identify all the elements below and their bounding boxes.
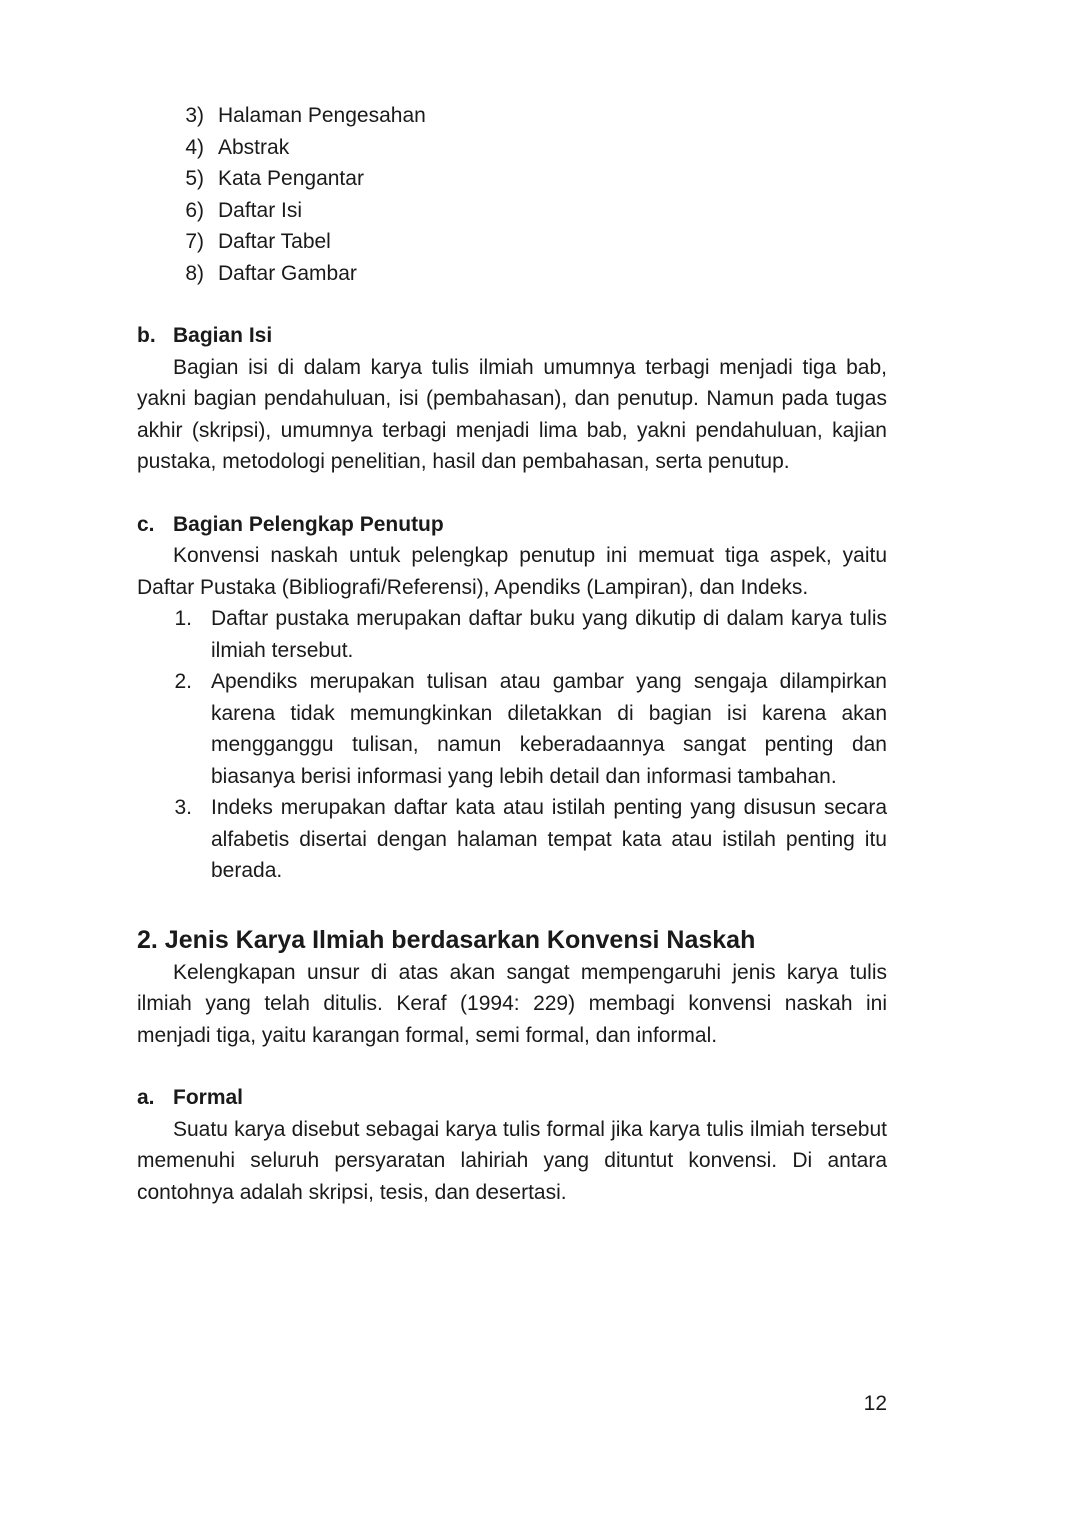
- section-c-paragraph: Konvensi naskah untuk pelengkap penutup ini memuat tiga aspek, yaitu Daftar Pustaka (Bibliografi/Referensi), Apendiks (Lampiran), dan Indeks.: [137, 544, 887, 599]
- list-number: 5): [185, 167, 204, 190]
- list-item: [137, 163, 887, 195]
- list-number: 7): [185, 230, 204, 253]
- section-2-heading: 2. Jenis Karya Ilmiah berdasarkan Konvensi Naskah: [137, 925, 756, 954]
- section-c-list: [137, 603, 887, 887]
- section-a-paragraph: Suatu karya disebut sebagai karya tulis formal jika karya tulis ilmiah tersebut memenuhi seluruh persyaratan lahiriah yang dituntut konvensi. Di antara contohnya adalah skripsi, tesis, dan desertasi.: [137, 1117, 887, 1204]
- list-number: 2.: [174, 670, 192, 693]
- section-c-heading: [137, 509, 887, 541]
- list-text: Daftar Tabel: [218, 230, 331, 253]
- section-2-paragraph: Kelengkapan unsur di atas akan sangat mempengaruhi jenis karya tulis ilmiah yang telah ditulis. Keraf (1994: 229) membagi konvensi naskah ini menjadi tiga, yaitu karangan formal, semi formal, dan informal.: [137, 960, 887, 1047]
- list-text: Daftar Isi: [218, 198, 303, 222]
- page-number: 12: [863, 1392, 887, 1415]
- list-number: 6): [185, 198, 204, 222]
- section-title: Formal: [173, 1086, 244, 1109]
- front-matter-list: [137, 100, 887, 289]
- list-item: [137, 258, 887, 290]
- list-text: Indeks merupakan daftar kata atau istilah penting yang disusun secara alfabetis disertai dengan halaman tempat kata atau istilah penting itu berada.: [211, 796, 887, 882]
- section-marker: b.: [137, 324, 156, 347]
- section-b-heading: [137, 320, 887, 352]
- list-item: [137, 666, 887, 792]
- document-body: [137, 100, 887, 1208]
- list-text: Kata Pengantar: [218, 167, 364, 190]
- list-number: 4): [185, 135, 204, 159]
- list-text: Daftar Gambar: [218, 261, 357, 285]
- list-item: [137, 603, 887, 666]
- list-item: [137, 195, 887, 227]
- section-a-heading: [137, 1082, 887, 1114]
- section-title: Bagian Isi: [173, 324, 273, 347]
- list-item: [137, 132, 887, 164]
- list-number: 1.: [174, 607, 192, 630]
- list-text: Daftar pustaka merupakan daftar buku yang dikutip di dalam karya tulis ilmiah tersebut.: [211, 607, 887, 662]
- list-number: 3.: [174, 796, 192, 819]
- section-marker: c.: [137, 512, 155, 536]
- list-number: 3): [185, 104, 204, 127]
- list-item: [137, 226, 887, 258]
- section-marker: a.: [137, 1086, 155, 1109]
- list-text: Apendiks merupakan tulisan atau gambar yang sengaja dilampirkan karena tidak memungkinkan diletakkan di bagian isi karena akan mengganggu tulisan, namun keberadaannya sangat penting dan biasanya berisi informasi yang lebih detail dan informasi tambahan.: [211, 670, 887, 788]
- list-text: Abstrak: [218, 135, 290, 159]
- section-b-paragraph: Bagian isi di dalam karya tulis ilmiah umumnya terbagi menjadi tiga bab, yakni bagian pendahuluan, isi (pembahasan), dan penutup. Namun pada tugas akhir (skripsi), umumnya terbagi menjadi lima bab, yakni pendahuluan, kajian pustaka, metodologi penelitian, hasil dan pembahasan, serta penutup.: [137, 355, 887, 473]
- list-item: [137, 100, 887, 132]
- list-number: 8): [185, 261, 204, 285]
- list-item: [137, 792, 887, 887]
- section-title: Bagian Pelengkap Penutup: [173, 512, 444, 536]
- list-text: Halaman Pengesahan: [218, 104, 426, 127]
